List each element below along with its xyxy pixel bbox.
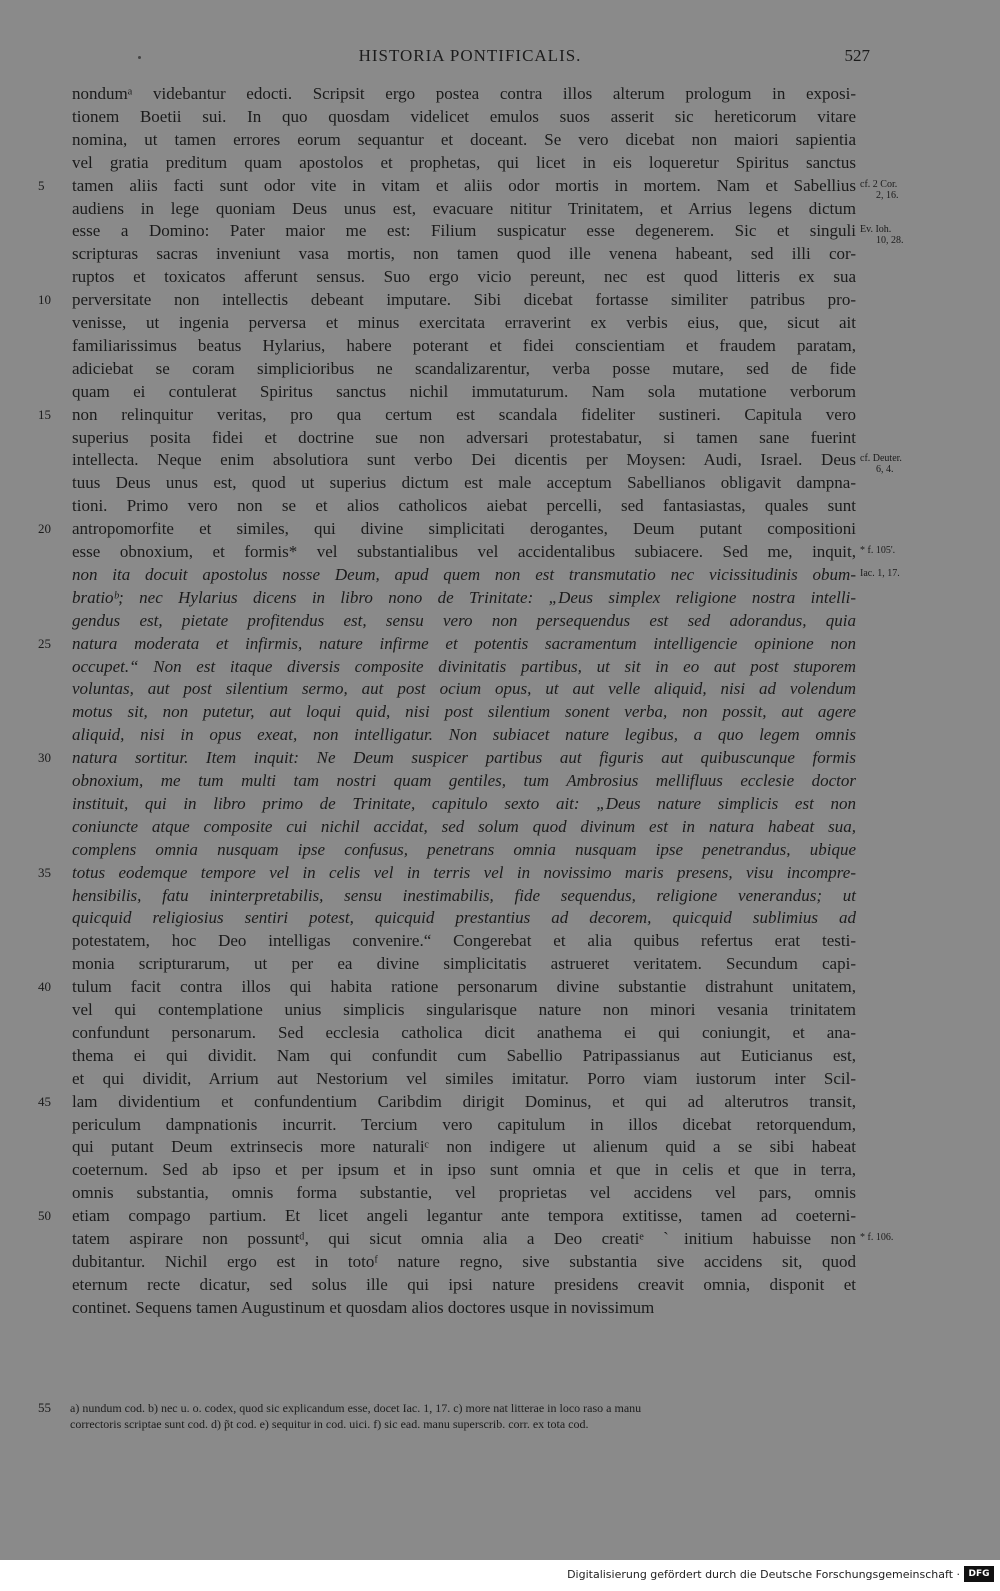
text-line <box>72 540 856 564</box>
text-line <box>72 1113 856 1137</box>
line-text: gendus est, pietate profitendus est, sensu vero non persequendus est sed adorandus, quia <box>72 610 856 630</box>
footnote-line-number: 55 <box>38 1400 51 1415</box>
line-text: esse a Domino: Pater maior me est: Filium suspicatur esse degenerem. Sic et singuli <box>72 221 856 241</box>
line-text: coniuncte atque composite cui nichil accidat, sed solum quod divinum est in natura habeat sua, <box>72 816 856 836</box>
marginal-reference-text: 6, 4. <box>876 464 894 476</box>
text-line <box>72 219 856 243</box>
line-text: quam ei contulerat Spiritus sanctus nichil immutaturum. Nam sola mutatione verborum <box>72 381 856 401</box>
text-line <box>72 426 856 450</box>
text-line <box>72 700 856 724</box>
text-line <box>72 861 856 885</box>
line-text: monia scripturarum, ut per ea divine simplicitatis astrueret veritatem. Secundum capi- <box>72 954 856 974</box>
line-text: natura moderata et infirmis, nature infirme et potentis sacramentum intelligencie opinione non <box>72 633 856 653</box>
line-text: natura sortitur. Item inquit: Ne Deum suspicer partibus aut figuris aut quibuscunque formis <box>72 748 856 768</box>
dfg-logo: DFG <box>964 1566 994 1582</box>
line-text: tioni. Primo vero non se et alios catholicos aiebat percelli, sed fantasiastas, quales sunt <box>72 496 856 516</box>
marginal-reference-text: 10, 28. <box>876 235 904 247</box>
line-number: 20 <box>38 521 51 537</box>
line-text: intellecta. Neque enim absolutiora sunt verbo Dei dicentis per Moysen: Audi, Israel. Deus <box>72 450 856 470</box>
line-text: voluntas, aut post silentium sermo, aut post ocium opus, ut aut velle aliquid, nisi ad volendum <box>72 679 856 699</box>
line-text: vel gratia preditum quam apostolos et prophetas, qui licet in eis loqueretur Spiritus sanctus <box>72 152 856 172</box>
line-number: 35 <box>38 864 51 880</box>
text-line <box>72 82 856 106</box>
line-text: adiciebat se coram simplicioribus ne scandalizarentur, verba posse mutare, sed de fide <box>72 358 856 378</box>
marginal-reference <box>860 568 922 579</box>
line-text: instituit, qui in libro primo de Trinitate, capitulo sexto ait: „Deus nature simplicis est non <box>72 793 856 813</box>
text-line <box>72 815 856 839</box>
line-text: hensibilis, fatu ininterpretabilis, sensu inestimabilis, fide sequendus, religione venerandus; ut <box>72 885 856 905</box>
line-text: periculum dampnationis incurrit. Tercium vero capitulum in illos dicebat retorquendum, <box>72 1114 856 1134</box>
marginal-reference-text: * f. 105'. <box>860 545 896 556</box>
text-line <box>72 403 856 427</box>
text-line <box>72 906 856 930</box>
line-number: 10 <box>38 292 51 308</box>
line-text: tuus Deus unus est, quod ut superius dictum est male acceptum Sabellianos obligavit dampna- <box>72 473 856 493</box>
text-line <box>72 632 856 656</box>
text-line <box>72 1273 856 1297</box>
line-text: lam dividentium et confundentium Caribdim dirigit Dominus, et qui ad alterutros transit, <box>72 1091 856 1111</box>
marginal-reference-text: 2, 16. <box>876 189 899 201</box>
text-line <box>72 586 856 610</box>
footnotes <box>38 1400 870 1432</box>
text-line <box>72 1227 856 1251</box>
running-head <box>70 46 870 70</box>
line-text: esse obnoxium, et formis* vel substantialibus vel accidentalibus subiacere. Sed me, inquit, <box>72 542 856 561</box>
line-text: dubitantur. Nichil ergo est in totoᶠ nature regno, sive substantia sive accidens sit, quod <box>72 1251 856 1271</box>
line-text: vel qui contemplatione unius simplicis singularisque nature non minori vesania trinitatem <box>72 1000 856 1019</box>
line-text: omnis substantia, omnis forma substantie, vel proprietas vel accidens vel pars, omnis <box>72 1183 856 1203</box>
text-line <box>72 677 856 701</box>
marginal-reference <box>860 224 922 246</box>
text-line <box>72 838 856 862</box>
line-text: tionem Boetii sui. In quo quosdam videlicet emulos suos asserit sic hereticorum vitare <box>72 106 856 126</box>
text-line <box>72 334 856 358</box>
text-line <box>72 311 856 335</box>
text-line <box>72 769 856 793</box>
text-line <box>72 563 856 587</box>
text-line <box>72 197 856 221</box>
line-text: tamen aliis facti sunt odor vite in vitam et aliis odor mortis in mortem. Nam et Sabellius <box>72 175 856 195</box>
text-line <box>72 998 856 1022</box>
text-line <box>72 792 856 816</box>
text-line <box>72 151 856 175</box>
text-line <box>72 357 856 381</box>
text-line <box>72 174 856 198</box>
line-text: eternum recte dicatur, sed solus ille qui ipsi nature presidens creavit omnia, disponit et <box>72 1274 856 1294</box>
text-line <box>72 105 856 129</box>
line-text: obnoxium, me tum multi tam nostri quam gentiles, tum Ambrosius mellifluus ecclesie doctor <box>72 771 856 790</box>
marginal-reference-text: cf. 2 Cor. <box>860 178 898 190</box>
line-text: thema ei qui dividit. Nam qui confundit cum Sabellio Patripassianus aut Euticianus est, <box>72 1045 856 1065</box>
line-text: tatem aspirare non possuntᵈ, qui sicut omnia alia a Deo creatiᵉ ˋinitium habuisse non <box>72 1229 856 1248</box>
line-text: tulum facit contra illos qui habita ratione personarum divine substantie distrahunt unitatem, <box>72 977 856 997</box>
line-number: 25 <box>38 635 51 651</box>
line-text: superius posita fidei et doctrine sue non adversari protestabatur, si tamen sane fuerint <box>72 427 856 447</box>
text-line <box>72 723 856 747</box>
line-number: 5 <box>38 177 45 193</box>
text-line <box>72 288 856 312</box>
text-line <box>72 1067 856 1091</box>
running-title: HISTORIA PONTIFICALIS. <box>358 46 582 65</box>
line-text: antropomorfite et similes, qui divine simplicitati derogantes, Deum putant compositioni <box>72 519 856 539</box>
line-text: qui putant Deum extrinsecis more naturaliᶜ non indigere ut alienum quid a se sibi habeat <box>72 1137 856 1157</box>
text-line <box>72 746 856 770</box>
footer-bar <box>0 1560 1000 1591</box>
funding-credit: Digitalisierung gefördert durch die Deutsche Forschungsgemeinschaft · <box>567 1568 960 1581</box>
text-line <box>72 1021 856 1045</box>
marginal-reference-text: * f. 106. <box>860 1232 894 1243</box>
text-line <box>72 517 856 541</box>
text-line <box>72 128 856 152</box>
text-line <box>72 1135 856 1159</box>
line-number: 15 <box>38 406 51 422</box>
line-text: non ita docuit apostolus nosse Deum, apud quem non est transmutatio nec vicissitudinis obum- <box>72 564 856 584</box>
line-text: non relinquitur veritas, pro qua certum est scandala fideliter sustineri. Capitula vero <box>72 404 856 424</box>
line-text: bratioᵇ; nec Hylarius dicens in libro nono de Trinitate: „Deus simplex religione nostra intelli- <box>72 587 856 607</box>
line-text: totus eodemque tempore vel in celis vel in terris vel in novissimo maris presens, visu incompre- <box>72 862 856 882</box>
line-text: potestatem, hoc Deo intelligas convenire.“ Congerebat et alia quibus refertus erat testi- <box>72 931 856 951</box>
text-line <box>72 242 856 266</box>
text-line <box>72 380 856 404</box>
line-text: coeternum. Sed ab ipso et per ipsum et in ipso sunt omnia et que in celis et que in terra, <box>72 1160 856 1180</box>
page-number: 527 <box>844 46 870 65</box>
line-text: quicquid religiosius sentiri potest, quicquid prestantius ad decorem, quicquid sublimius ad <box>72 908 856 928</box>
text-line <box>72 609 856 633</box>
line-number: 50 <box>38 1208 51 1224</box>
text-line <box>72 448 856 472</box>
text-line <box>72 1250 856 1274</box>
line-text: confundunt personarum. Sed ecclesia catholica dicit anathema ei qui coniungit, et ana- <box>72 1022 856 1042</box>
text-line <box>72 1158 856 1182</box>
text-line <box>72 884 856 908</box>
text-line <box>72 655 856 679</box>
line-text: et qui dividit, Arrium aut Nestorium vel similes imitatur. Porro viam iustorum inter Scil- <box>72 1068 856 1088</box>
text-line <box>72 1090 856 1114</box>
line-text: scripturas sacras inveniunt vasa mortis, non tamen quod ille venena habeant, sed illi cor- <box>72 244 856 264</box>
text-line <box>72 1044 856 1068</box>
footnote-line: a) nundum cod. b) nec u. o. codex, quod sic explicandum esse, docet Iac. 1, 17. c) more nat litterae in loco raso a manu <box>70 1401 642 1415</box>
text-line <box>72 975 856 999</box>
text-line <box>72 1204 856 1228</box>
line-text: aliquid, nisi in opus exeat, non intelligatur. Non subiacet nature legibus, a quo legem omnis <box>72 725 856 745</box>
marginal-reference-text: Iac. 1, 17. <box>860 567 900 579</box>
line-number: 30 <box>38 750 51 766</box>
text-line <box>72 952 856 976</box>
line-number: 40 <box>38 979 51 995</box>
text-line <box>72 494 856 518</box>
line-text: familiarissimus beatus Hylarius, habere poterant et fidei conscientiam et fraudem paratam, <box>72 335 856 355</box>
text-line <box>72 929 856 953</box>
line-text: occupet.“ Non est itaque diversis composite divinitatis partibus, ut sit in eo aut post stuporem <box>72 656 856 676</box>
text-line <box>72 1181 856 1205</box>
footnote-line: correctoris scriptae sunt cod. d) p̃t cod. e) sequitur in cod. uici. f) sic ead. manu superscrib. corr. ex tota cod. <box>70 1417 589 1431</box>
marginal-reference <box>860 545 922 556</box>
text-line <box>72 265 856 289</box>
line-text: nomina, ut tamen errores eorum sequantur et doceant. Se vero dicebat non maiori sapientia <box>72 129 856 149</box>
line-text: nondumᵃ videbantur edocti. Scripsit ergo postea contra illos alterum prologum in exposi- <box>72 84 856 103</box>
marginal-reference <box>860 179 922 201</box>
line-text: etiam compago partium. Et licet angeli legantur ante tempora extitisse, tamen ad coeterni- <box>72 1206 856 1226</box>
marginal-reference-text: cf. Deuter. <box>860 453 902 465</box>
line-text: ruptos et toxicatos afferunt sensus. Suo ergo vicio pereunt, nec est quod litteris ex sua <box>72 267 856 287</box>
line-text: audiens in lege quoniam Deus unus est, evacuare nititur Trinitatem, et Arrius legens dictum <box>72 198 856 218</box>
line-text: venisse, ut ingenia perversa et minus exercitata erraverint ex verbis eius, que, sicut ait <box>72 313 856 332</box>
marginal-reference-text: Ev. Ioh. <box>860 224 892 236</box>
line-text: motus sit, non putetur, aut loqui quid, nisi post silentium sonent verba, non possit, aut agere <box>72 702 856 722</box>
line-number: 45 <box>38 1093 51 1109</box>
line-text: continet. Sequens tamen Augustinum et quosdam alios doctores usque in novissimum <box>72 1297 655 1317</box>
line-text: complens omnia nusquam ipse confusus, penetrans omnia nusquam ipse penetrandus, ubique <box>72 839 856 859</box>
marginal-reference <box>860 453 922 475</box>
text-line <box>72 471 856 495</box>
marginal-reference <box>860 1232 922 1243</box>
text-line <box>72 1296 856 1320</box>
line-text: perversitate non intellectis debeant imputare. Sibi dicebat fortasse similiter patribus pro- <box>72 290 856 310</box>
